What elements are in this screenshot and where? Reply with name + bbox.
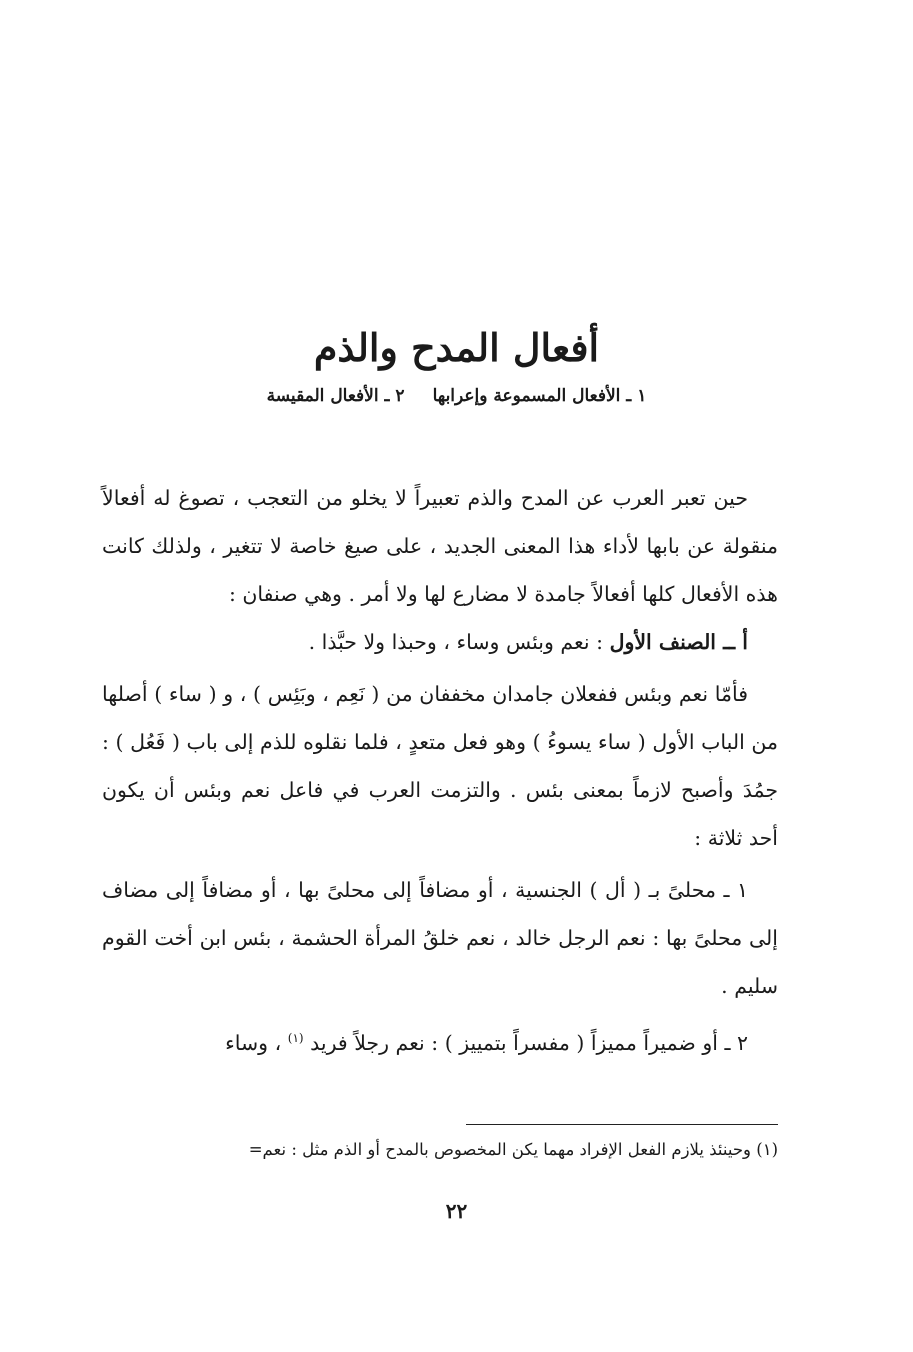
- first-type-label: أ ــ الصنف الأول: [609, 630, 748, 654]
- rule-two-text: ٢ ـ أو ضميراً مميزاً ( مفسراً بتمييز ) : نعم رجلاً فريد: [310, 1030, 748, 1055]
- first-type-text: : نعم وبئس وساء ، وحبذا ولا حبَّذا .: [308, 630, 610, 654]
- paragraph-rule-two: [102, 1014, 778, 1067]
- paragraph-intro: حين تعبر العرب عن المدح والذم تعبيراً لا يخلو من التعجب ، تصوغ له أفعالاً منقولة عن بابها لأداء هذا المعنى الجديد ، على صيغ خاصة لا تتغير ، ولذلك كانت هذه الأفعال كلها أفعالاً جامدة لا مضارع لها ولا أمر . وهي صنفان :: [102, 486, 778, 606]
- paragraph-explanation: فأمّا نعم وبئس ففعلان جامدان مخففان من ( نَعِم ، وبَئِس ) ، و ( ساء ) أصلها من الباب الأول ( ساء يسوءُ ) وهو فعل متعدٍ ، فلما نقلوه للذم إلى باب ( فَعُل ) : جمُدَ وأصبح لازماً بمعنى بئس . والتزمت العرب في فاعل نعم وبئس أن يكون أحد ثلاثة :: [102, 682, 778, 850]
- subtitle-item-1: ١ ـ الأفعال المسموعة وإعرابها: [432, 386, 647, 406]
- page-title: أفعال المدح والذم: [313, 325, 600, 370]
- body-text: [102, 474, 778, 1067]
- footnote: (١) وحينئذ يلازم الفعل الإفراد مهما يكن المخصوص بالمدح أو الذم مثل : نعم=: [248, 1140, 778, 1159]
- paragraph-first-type: [102, 618, 778, 666]
- footnote-divider: [466, 1124, 778, 1125]
- chapter-subtitle: [0, 382, 913, 410]
- paragraph-rule-one: ١ ـ محلىً بـ ( أل ) الجنسية ، أو مضافاً إلى محلىً بها ، أو مضافاً إلى مضاف إلى محلىً بها : نعم الرجل خالد ، نعم خلقُ المرأة الحشمة ، بئس ابن أخت القوم سليم .: [102, 878, 778, 998]
- footnote-marker: (١): [287, 1031, 304, 1045]
- subtitle-item-2: ٢ ـ الأفعال المقيسة: [266, 386, 405, 406]
- rule-two-end: ، وساء: [225, 1030, 288, 1055]
- page-number: ٢٢: [445, 1199, 468, 1223]
